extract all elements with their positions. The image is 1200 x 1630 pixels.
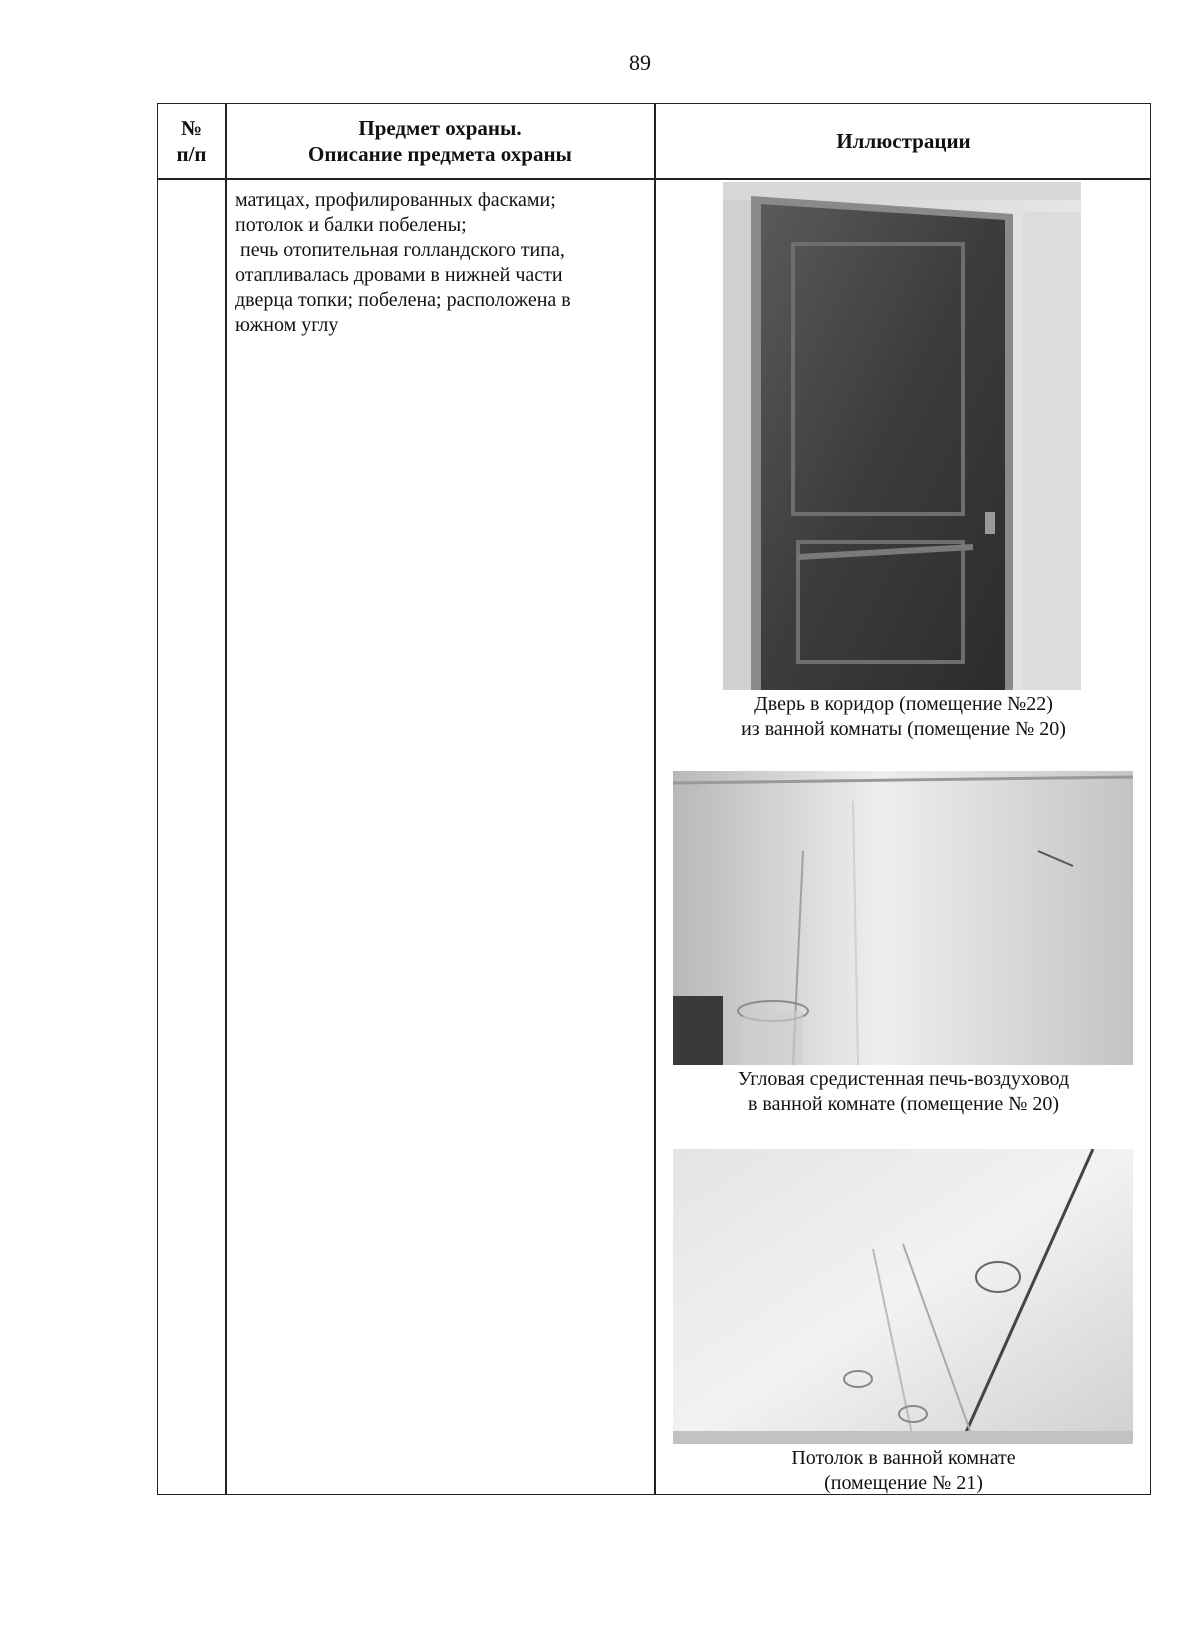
door-photo [723, 182, 1081, 690]
header-illustrations-label: Иллюстрации [836, 128, 971, 153]
ceiling-photo [673, 1149, 1133, 1444]
ceiling-caption [655, 1446, 1152, 1496]
stove-caption [655, 1067, 1152, 1117]
header-subject [226, 104, 654, 178]
header-illustrations [655, 104, 1152, 178]
description-line: матицах, профилированных фасками; [235, 189, 556, 211]
header-number [158, 104, 225, 178]
stove-caption-line1: Угловая средистенная печь-воздуховод [737, 1068, 1070, 1090]
column-divider [225, 104, 227, 1494]
door-caption-line1: Дверь в коридор (помещение №22) [754, 693, 1053, 715]
protection-table [157, 103, 1151, 1495]
stove-caption-line2: в ванной комнате (помещение № 20) [747, 1093, 1060, 1115]
ceiling-caption-line1: Потолок в ванной комнате [791, 1447, 1016, 1469]
description-line: потолок и балки побелены; [235, 214, 467, 236]
subject-description [235, 188, 649, 338]
header-number-line1: № [180, 115, 203, 140]
header-subject-line1: Предмет охраны. [358, 115, 522, 140]
header-number-line2: п/п [176, 142, 207, 166]
header-divider [158, 178, 1150, 180]
description-line: дверца топки; побелена; расположена в [235, 289, 571, 311]
door-caption [655, 692, 1152, 742]
stove-photo [673, 771, 1133, 1065]
page-number: 89 [629, 50, 651, 75]
description-line: южном углу [235, 314, 339, 336]
header-subject-line2: Описание предмета охраны [308, 142, 572, 166]
description-line: печь отопительная голландского типа, [235, 239, 565, 261]
door-caption-line2: из ванной комнаты (помещение № 20) [741, 718, 1066, 740]
column-divider [654, 104, 656, 1494]
description-line: отапливалась дровами в нижней части [235, 264, 563, 286]
ceiling-caption-line2: (помещение № 21) [824, 1472, 983, 1494]
